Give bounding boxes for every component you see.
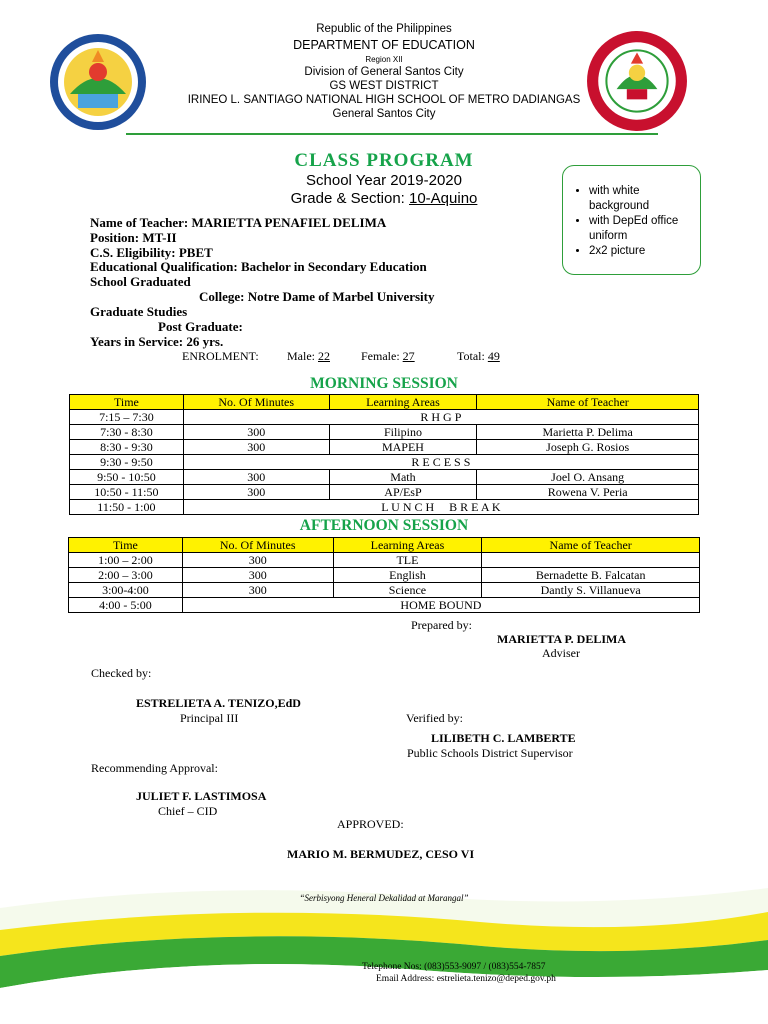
qualification-value: Bachelor in Secondary Education [240, 259, 427, 274]
teacher-name-value: MARIETTA PENAFIEL DELIMA [191, 215, 387, 230]
area-cell: TLE [333, 553, 482, 568]
header-time: Time [70, 395, 184, 410]
morning-schedule-table [69, 394, 699, 515]
checker-name: ESTRELIETA A. TENIZO,EdD [136, 696, 301, 710]
minutes-cell: 300 [183, 470, 329, 485]
time-cell: 2:00 – 3:00 [69, 568, 183, 583]
table-row [70, 485, 699, 500]
teacher-cell: Dantly S. Villanueva [482, 583, 700, 598]
position-value: MT-II [142, 230, 177, 245]
time-cell: 9:30 - 9:50 [70, 455, 184, 470]
header-department: DEPARTMENT OF EDUCATION [293, 38, 475, 52]
college-value: Notre Dame of Marbel University [247, 289, 435, 304]
footer-wave-decoration [0, 860, 768, 1024]
teacher-cell [482, 553, 700, 568]
qualification-label: Educational Qualification: [90, 259, 241, 274]
header-republic: Republic of the Philippines [316, 23, 452, 35]
photo-note-item: • with DepEd office uniform [589, 214, 694, 244]
post-graduate: Post Graduate: [158, 319, 243, 334]
time-cell: 9:50 - 10:50 [70, 470, 184, 485]
minutes-cell: 300 [182, 583, 333, 598]
footer-motto: “Serbisyong Heneral Dekalidad at Marangal” [299, 893, 469, 903]
female-value: 27 [402, 349, 415, 363]
header-teacher: Name of Teacher [482, 538, 700, 553]
area-cell: MAPEH [329, 440, 477, 455]
time-cell: 10:50 - 11:50 [70, 485, 184, 500]
teacher-cell: Marietta P. Delima [477, 425, 699, 440]
school-graduated: School Graduated [90, 274, 191, 289]
teacher-position [90, 230, 177, 245]
time-cell: 7:15 – 7:30 [70, 410, 184, 425]
afternoon-session-title: AFTERNOON SESSION [299, 517, 469, 534]
recommending-label: Recommending Approval: [91, 761, 218, 775]
span-cell: R E C E S S [183, 455, 698, 470]
minutes-cell: 300 [183, 485, 329, 500]
school-year: School Year 2019-2020 [306, 172, 462, 189]
preparer-title: Adviser [542, 646, 580, 660]
approved-label: APPROVED: [337, 817, 404, 831]
enrolment-total [457, 349, 500, 364]
table-header-row [70, 395, 699, 410]
enrolment-label: ENROLMENT: [182, 349, 259, 363]
grade-section-label: Grade & Section: [290, 190, 409, 207]
male-label: Male: [287, 349, 318, 363]
area-cell: AP/EsP [329, 485, 477, 500]
header-teacher: Name of Teacher [477, 395, 699, 410]
span-cell: R H G P [183, 410, 698, 425]
afternoon-schedule-table [68, 537, 700, 613]
recommender-name: JULIET F. LASTIMOSA [136, 789, 267, 803]
header-minutes: No. Of Minutes [182, 538, 333, 553]
college-label: College: [199, 289, 248, 304]
teacher-name [90, 215, 386, 230]
teacher-cell: Joseph G. Rosios [477, 440, 699, 455]
area-cell: English [333, 568, 482, 583]
header-time: Time [69, 538, 183, 553]
table-row [70, 440, 699, 455]
time-cell: 11:50 - 1:00 [70, 500, 184, 515]
enrolment-male [287, 349, 330, 364]
area-cell: Filipino [329, 425, 477, 440]
footer-phone: Telephone Nos: (083)553-9097 / (083)554-7857 [362, 962, 546, 972]
position-label: Position: [90, 230, 143, 245]
approver-name: MARIO M. BERMUDEZ, CESO VI [287, 847, 475, 861]
minutes-cell: 300 [182, 568, 333, 583]
enrolment-female [361, 349, 415, 364]
span-cell: L U N C H B R E A K [183, 500, 698, 515]
teacher-qualification [90, 259, 427, 274]
photo-note-item: • with white background [589, 184, 694, 214]
teacher-cell: Bernadette B. Falcatan [482, 568, 700, 583]
time-cell: 4:00 - 5:00 [69, 598, 183, 613]
header-city: General Santos City [332, 108, 436, 120]
teacher-cell: Joel O. Ansang [477, 470, 699, 485]
verifier-title: Public Schools District Supervisor [407, 746, 573, 760]
years-value: 26 yrs. [186, 334, 224, 349]
header-district: GS WEST DISTRICT [329, 80, 439, 92]
area-cell: Math [329, 470, 477, 485]
photo-note-item: • 2x2 picture [589, 244, 694, 259]
time-cell: 8:30 - 9:30 [70, 440, 184, 455]
header-divider [126, 133, 658, 135]
checker-title: Principal III [180, 711, 239, 725]
total-value: 49 [487, 349, 500, 363]
area-cell: Science [333, 583, 482, 598]
verifier-name: LILIBETH C. LAMBERTE [431, 731, 576, 745]
college [199, 289, 435, 304]
table-row [69, 568, 700, 583]
page-title: CLASS PROGRAM [294, 150, 474, 171]
header-region: Region XII [365, 55, 403, 64]
male-value: 22 [318, 349, 330, 363]
table-row [69, 553, 700, 568]
table-header-row [69, 538, 700, 553]
photo-placeholder-box [562, 165, 701, 275]
span-cell: HOME BOUND [182, 598, 699, 613]
eligibility-label: C.S. Eligibility: [90, 245, 179, 260]
table-row [69, 583, 700, 598]
total-label: Total: [457, 349, 488, 363]
years-in-service [90, 334, 223, 349]
verified-by-label: Verified by: [406, 711, 463, 725]
teacher-name-label: Name of Teacher: [90, 215, 192, 230]
minutes-cell: 300 [183, 425, 329, 440]
header-learning-areas: Learning Areas [329, 395, 477, 410]
recommender-title: Chief – CID [158, 804, 218, 818]
female-label: Female: [361, 349, 403, 363]
eligibility-value: PBET [178, 245, 213, 260]
years-label: Years in Service: [90, 334, 187, 349]
header-division: Division of General Santos City [304, 66, 464, 78]
table-row [70, 470, 699, 485]
minutes-cell: 300 [183, 440, 329, 455]
footer-email: Email Address: estrelieta.tenizo@deped.gov.ph [376, 974, 556, 984]
prepared-by-label: Prepared by: [411, 618, 472, 632]
time-cell: 3:00-4:00 [69, 583, 183, 598]
header-learning-areas: Learning Areas [333, 538, 482, 553]
table-row [70, 410, 699, 425]
time-cell: 1:00 – 2:00 [69, 553, 183, 568]
table-row [70, 455, 699, 470]
preparer-name: MARIETTA P. DELIMA [497, 632, 627, 646]
table-row [70, 500, 699, 515]
table-row [70, 425, 699, 440]
teacher-eligibility [90, 245, 213, 260]
grade-section-value: 10-Aquino [409, 190, 478, 207]
teacher-cell: Rowena V. Peria [477, 485, 699, 500]
graduate-studies: Graduate Studies [90, 304, 188, 319]
checked-by-label: Checked by: [91, 666, 152, 680]
table-row [69, 598, 700, 613]
morning-session-title: MORNING SESSION [310, 375, 458, 392]
header-minutes: No. Of Minutes [183, 395, 329, 410]
minutes-cell: 300 [182, 553, 333, 568]
time-cell: 7:30 - 8:30 [70, 425, 184, 440]
header-school: IRINEO L. SANTIAGO NATIONAL HIGH SCHOOL OF METRO DADIANGAS [187, 94, 581, 106]
